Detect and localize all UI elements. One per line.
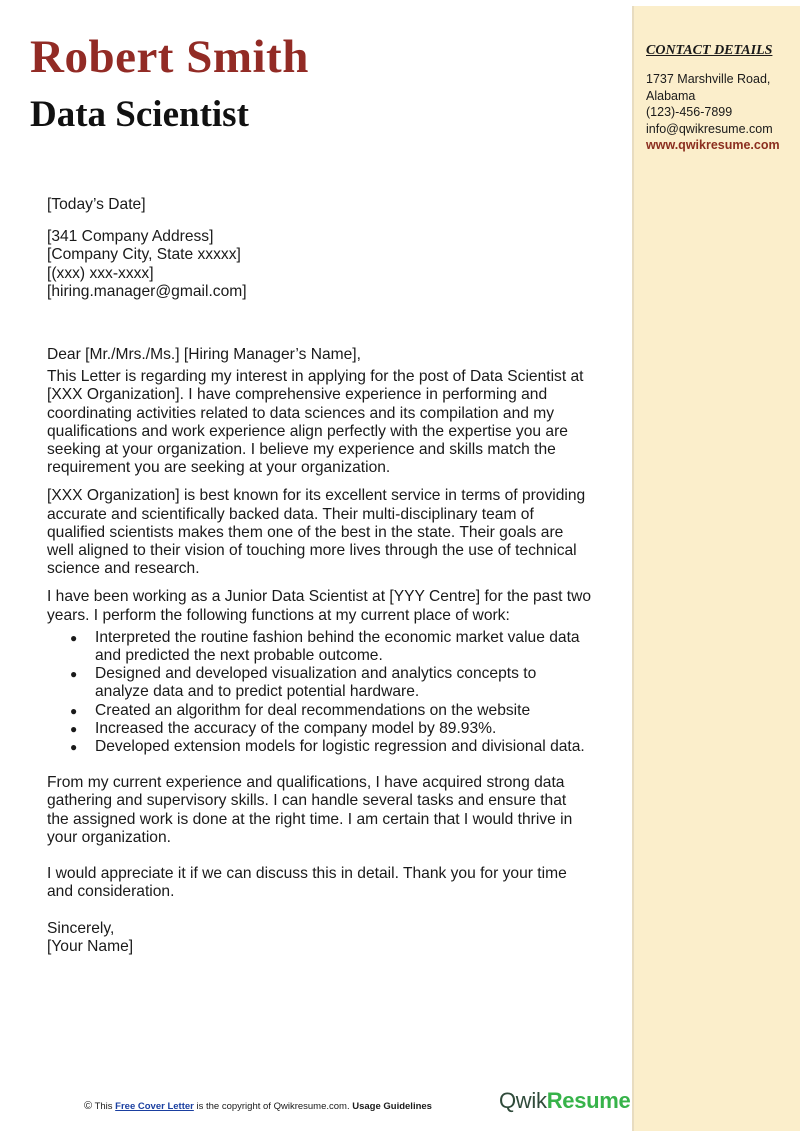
contact-phone: (123)-456-7899 xyxy=(646,105,733,119)
letter-date: [Today’s Date] xyxy=(47,196,146,213)
copyright-icon: © xyxy=(84,1100,93,1112)
paragraph: I would appreciate it if we can discuss this in detail. Thank you for your time and consideration. xyxy=(47,865,567,901)
footer-copyright xyxy=(84,1100,504,1112)
paragraph: [XXX Organization] is best known for its excellent service in terms of providing accurate and scientifically backed data. Their multi-disciplinary team of qualified scientists makes them one of the best in the state. Their goals are well aligned to their vision of touching more lives through the use of technical science and research. xyxy=(47,487,586,578)
paragraph: I have been working as a Junior Data Scientist at [YYY Centre] for the past two years. I perform the following functions at my current place of work: xyxy=(47,588,592,624)
usage-guidelines-link[interactable]: Usage Guidelines xyxy=(352,1101,432,1112)
bullet-icon: ● xyxy=(70,667,78,682)
list-item: ● Created an algorithm for deal recommendations on the website xyxy=(70,701,531,719)
letter-body xyxy=(47,196,592,956)
contact-address-line1: 1737 Marshville Road, xyxy=(646,72,771,86)
duties-list xyxy=(47,629,592,756)
applicant-role: Data Scientist xyxy=(30,94,249,135)
contact-details xyxy=(646,71,796,154)
recipient-line: [(xxx) xxx-xxxx] xyxy=(47,264,154,282)
contact-email[interactable]: info@qwikresume.com xyxy=(646,121,773,136)
recipient-line: [341 Company Address] xyxy=(47,228,214,246)
free-cover-letter-link[interactable]: Free Cover Letter xyxy=(115,1101,194,1112)
list-item: ● Increased the accuracy of the company model by 89.93%. xyxy=(70,719,497,737)
signature: [Your Name] xyxy=(47,937,134,955)
recipient-line: [hiring.manager@gmail.com] xyxy=(47,282,247,300)
salutation: Dear [Mr./Mrs./Ms.] [Hiring Manager’s Name], xyxy=(47,346,361,364)
footer-middle: is the copyright of Qwikresume.com. xyxy=(196,1101,350,1112)
list-item: ● Designed and developed visualization and analytics concepts to analyze data and to predict potential hardware. xyxy=(70,665,537,701)
footer-prefix: This xyxy=(94,1101,113,1112)
sidebar-top-strip xyxy=(632,0,800,6)
bullet-icon: ● xyxy=(70,721,78,736)
list-item: ● Developed extension models for logistic regression and divisional data. xyxy=(70,738,585,756)
closing: Sincerely, xyxy=(47,919,115,937)
qwikresume-logo: QwikResume xyxy=(499,1088,631,1113)
contact-sidebar xyxy=(632,0,800,1131)
contact-address-line2: Alabama xyxy=(646,88,696,103)
list-item: ● Interpreted the routine fashion behind the economic market value data and predicted the next probable outcome. xyxy=(70,628,580,665)
recipient-block xyxy=(47,228,592,301)
bullet-icon: ● xyxy=(70,630,78,645)
bullet-icon: ● xyxy=(70,740,78,755)
contact-website[interactable]: www.qwikresume.com xyxy=(646,138,780,152)
contact-title: CONTACT DETAILS xyxy=(646,43,773,58)
paragraph: From my current experience and qualifications, I have acquired strong data gathering and supervisory skills. I can handle several tasks and ensure that the assigned work is done at the right time. I am certain that I would thrive in your organization. xyxy=(47,774,573,846)
paragraph: This Letter is regarding my interest in applying for the post of Data Scientist at [XXX Organization]. I have comprehensive experience in performing and coordinating activities related to data sciences and its compilation and my qualifications and work experience align perfectly with the expertise you are seeking at your organization. I believe my experience and skills match the requirement you are seeking at your organization. xyxy=(47,368,584,477)
bullet-icon: ● xyxy=(70,703,78,718)
applicant-name: Robert Smith xyxy=(30,31,309,83)
recipient-line: [Company City, State xxxxx] xyxy=(47,246,241,264)
